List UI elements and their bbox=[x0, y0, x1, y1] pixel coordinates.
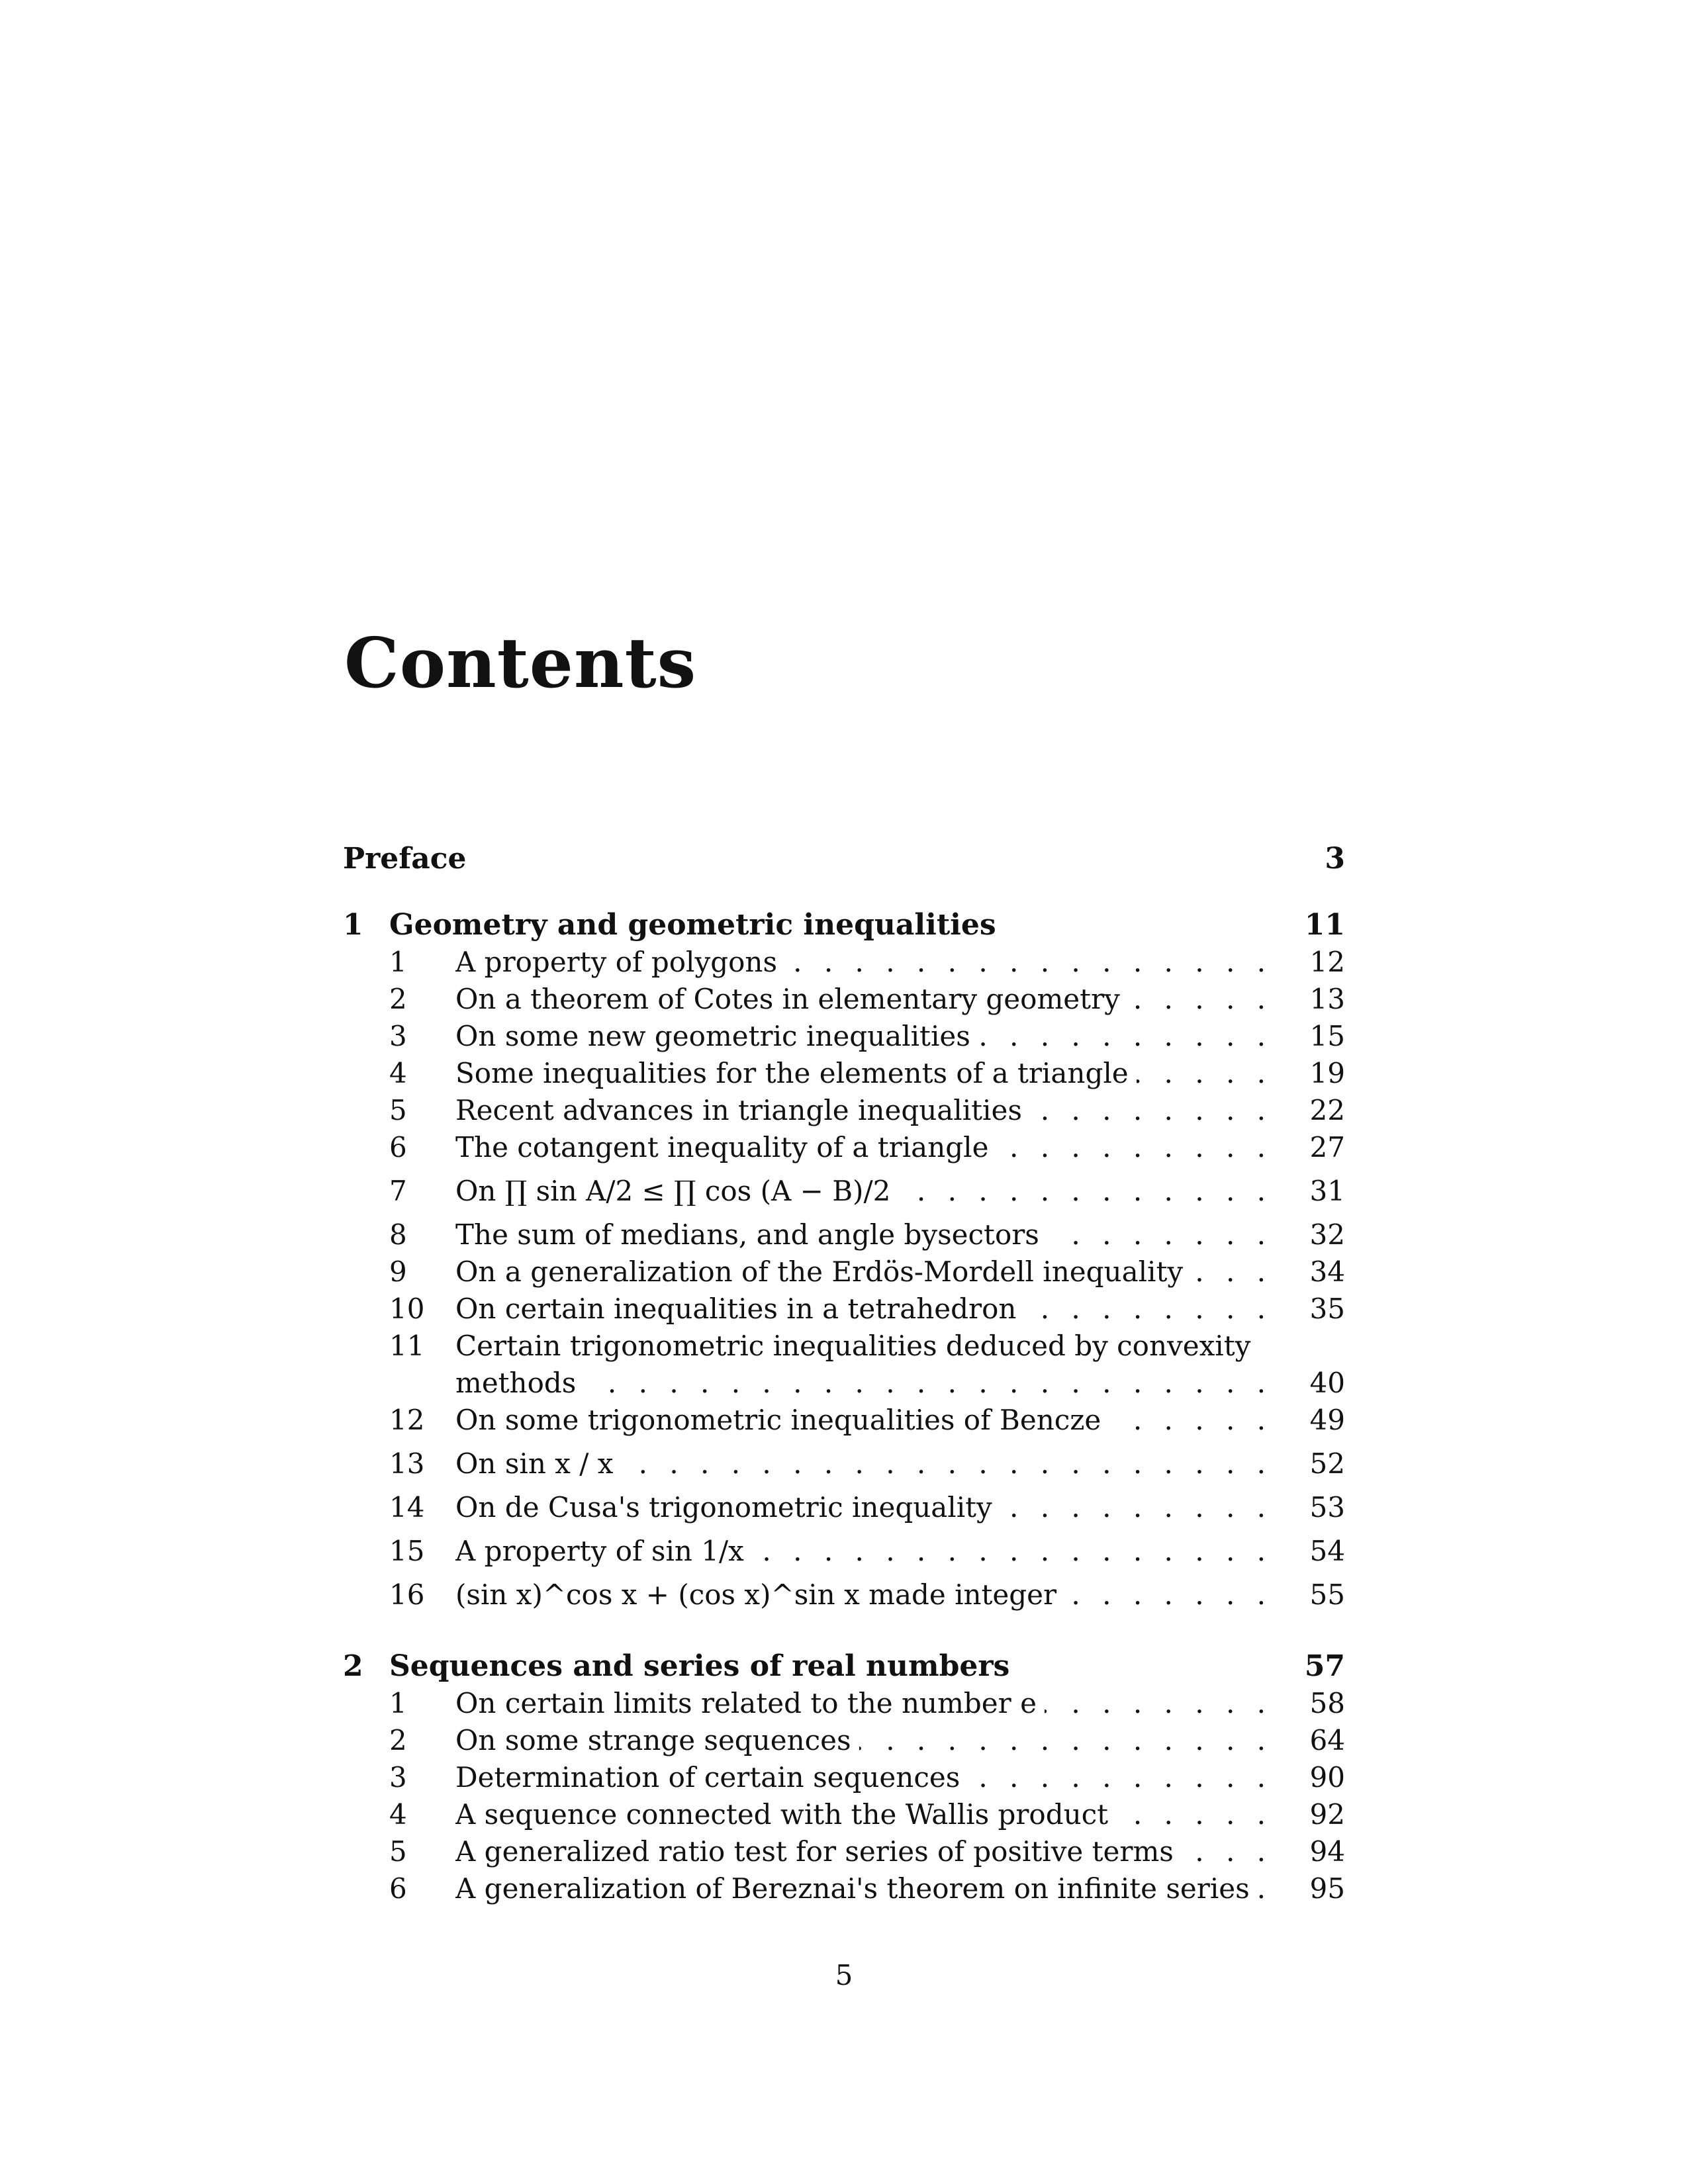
chapter-title: Sequences and series of real numbers bbox=[389, 1649, 1010, 1683]
section-page: 52 bbox=[1309, 1447, 1345, 1480]
section-page: 64 bbox=[1309, 1724, 1345, 1756]
chapter-page: 57 bbox=[1304, 1649, 1345, 1683]
section-page: 27 bbox=[1309, 1131, 1345, 1163]
toc-preface[interactable] bbox=[343, 841, 1345, 878]
section-page: 13 bbox=[1309, 983, 1345, 1015]
section-title: A generalization of Bereznai's theorem on infinite series bbox=[455, 1872, 1258, 1905]
toc-section-2-1[interactable] bbox=[343, 1685, 1345, 1722]
toc-chapter-2[interactable] bbox=[343, 1648, 1345, 1685]
toc-section-1-4[interactable] bbox=[343, 1055, 1345, 1092]
section-number: 10 bbox=[389, 1293, 425, 1325]
section-title: On certain limits related to the number e bbox=[455, 1687, 1045, 1719]
section-title: The sum of medians, and angle bysectors bbox=[455, 1218, 1047, 1251]
section-page: 49 bbox=[1309, 1404, 1345, 1436]
section-title: On some trigonometric inequalities of Bencze bbox=[455, 1404, 1109, 1436]
preface-label: Preface bbox=[343, 842, 467, 876]
section-number: 13 bbox=[389, 1447, 425, 1480]
section-page: 54 bbox=[1309, 1535, 1345, 1567]
toc-section-1-6[interactable] bbox=[343, 1129, 1345, 1166]
chapter-page: 11 bbox=[1304, 908, 1345, 942]
toc-section-1-16[interactable] bbox=[343, 1576, 1345, 1614]
section-number: 12 bbox=[389, 1404, 425, 1436]
toc-section-1-13[interactable] bbox=[343, 1439, 1345, 1489]
section-title: Determination of certain sequences bbox=[455, 1761, 968, 1794]
toc-section-1-5[interactable] bbox=[343, 1092, 1345, 1129]
section-number: 14 bbox=[389, 1491, 425, 1524]
section-title: On some strange sequences bbox=[455, 1724, 859, 1756]
section-number: 2 bbox=[389, 1724, 407, 1756]
section-number: 3 bbox=[389, 1020, 407, 1052]
section-number: 6 bbox=[389, 1872, 407, 1905]
section-title: On ∏ sin A/2 ≤ ∏ cos (A − B)/2 bbox=[455, 1175, 898, 1207]
section-number: 5 bbox=[389, 1835, 407, 1868]
section-page: 92 bbox=[1309, 1798, 1345, 1831]
toc-section-1-2[interactable] bbox=[343, 981, 1345, 1018]
section-page: 94 bbox=[1309, 1835, 1345, 1868]
section-title: On sin x / x bbox=[455, 1447, 621, 1480]
toc-chapter-1[interactable] bbox=[343, 907, 1345, 944]
chapter-number: 2 bbox=[343, 1649, 363, 1683]
page-title: Contents bbox=[344, 622, 697, 704]
section-number: 16 bbox=[389, 1578, 425, 1611]
section-title: On de Cusa's trigonometric inequality bbox=[455, 1491, 1000, 1524]
section-page: 58 bbox=[1309, 1687, 1345, 1719]
section-page: 31 bbox=[1309, 1175, 1345, 1207]
section-title: The cotangent inequality of a triangle bbox=[455, 1131, 996, 1163]
section-page: 95 bbox=[1309, 1872, 1345, 1905]
chapter-number: 1 bbox=[343, 908, 363, 942]
section-title-continuation: methods bbox=[455, 1367, 584, 1399]
section-title: A property of sin 1/x bbox=[455, 1535, 752, 1567]
section-title: (sin x)^cos x + (cos x)^sin x made integer bbox=[455, 1578, 1064, 1611]
section-title: Recent advances in triangle inequalities bbox=[455, 1094, 1030, 1126]
chapter-title: Geometry and geometric inequalities bbox=[389, 908, 996, 942]
section-number: 6 bbox=[389, 1131, 407, 1163]
section-number: 5 bbox=[389, 1094, 407, 1126]
toc-section-1-7[interactable] bbox=[343, 1166, 1345, 1216]
section-page: 15 bbox=[1309, 1020, 1345, 1052]
section-page: 90 bbox=[1309, 1761, 1345, 1794]
toc-section-2-5[interactable] bbox=[343, 1833, 1345, 1870]
section-page: 55 bbox=[1309, 1578, 1345, 1611]
section-title: A property of polygons bbox=[455, 946, 785, 978]
toc-section-1-15[interactable] bbox=[343, 1526, 1345, 1576]
section-page: 19 bbox=[1309, 1057, 1345, 1089]
toc-section-2-6[interactable] bbox=[343, 1870, 1345, 1907]
section-number: 4 bbox=[389, 1798, 407, 1831]
section-page: 40 bbox=[1309, 1367, 1345, 1399]
section-number: 7 bbox=[389, 1175, 407, 1207]
section-number: 15 bbox=[389, 1535, 425, 1567]
table-of-contents bbox=[343, 841, 1345, 1907]
toc-section-2-3[interactable] bbox=[343, 1759, 1345, 1796]
toc-section-1-11[interactable] bbox=[343, 1328, 1345, 1365]
preface-page: 3 bbox=[1325, 842, 1345, 876]
section-title: A sequence connected with the Wallis product bbox=[455, 1798, 1116, 1831]
toc-section-1-12[interactable] bbox=[343, 1402, 1345, 1439]
section-number: 8 bbox=[389, 1218, 407, 1251]
section-page: 12 bbox=[1309, 946, 1345, 978]
section-page: 34 bbox=[1309, 1255, 1345, 1288]
section-title: On a generalization of the Erdös-Mordell inequality bbox=[455, 1255, 1191, 1288]
toc-section-1-14[interactable] bbox=[343, 1489, 1345, 1526]
section-page: 35 bbox=[1309, 1293, 1345, 1325]
section-title: On a theorem of Cotes in elementary geometry bbox=[455, 983, 1128, 1015]
toc-section-1-3[interactable] bbox=[343, 1018, 1345, 1055]
section-number: 1 bbox=[389, 946, 407, 978]
section-title: On certain inequalities in a tetrahedron bbox=[455, 1293, 1024, 1325]
section-number: 3 bbox=[389, 1761, 407, 1794]
section-page: 32 bbox=[1309, 1218, 1345, 1251]
section-title: On some new geometric inequalities bbox=[455, 1020, 978, 1052]
section-number: 1 bbox=[389, 1687, 407, 1719]
section-number: 4 bbox=[389, 1057, 407, 1089]
toc-section-1-11-cont[interactable] bbox=[343, 1365, 1345, 1402]
section-number: 11 bbox=[389, 1330, 425, 1362]
section-title: A generalized ratio test for series of positive terms bbox=[455, 1835, 1182, 1868]
toc-section-2-2[interactable] bbox=[343, 1722, 1345, 1759]
section-page: 53 bbox=[1309, 1491, 1345, 1524]
toc-section-1-8[interactable] bbox=[343, 1216, 1345, 1253]
toc-section-2-4[interactable] bbox=[343, 1796, 1345, 1833]
toc-section-1-1[interactable] bbox=[343, 944, 1345, 981]
page-number: 5 bbox=[835, 1959, 853, 1991]
section-page: 22 bbox=[1309, 1094, 1345, 1126]
section-number: 9 bbox=[389, 1255, 407, 1288]
toc-section-1-9[interactable] bbox=[343, 1253, 1345, 1291]
section-title: Some inequalities for the elements of a triangle bbox=[455, 1057, 1137, 1089]
section-title: Certain trigonometric inequalities deduced by convexity bbox=[455, 1330, 1258, 1362]
toc-section-1-10[interactable] bbox=[343, 1291, 1345, 1328]
section-number: 2 bbox=[389, 983, 407, 1015]
